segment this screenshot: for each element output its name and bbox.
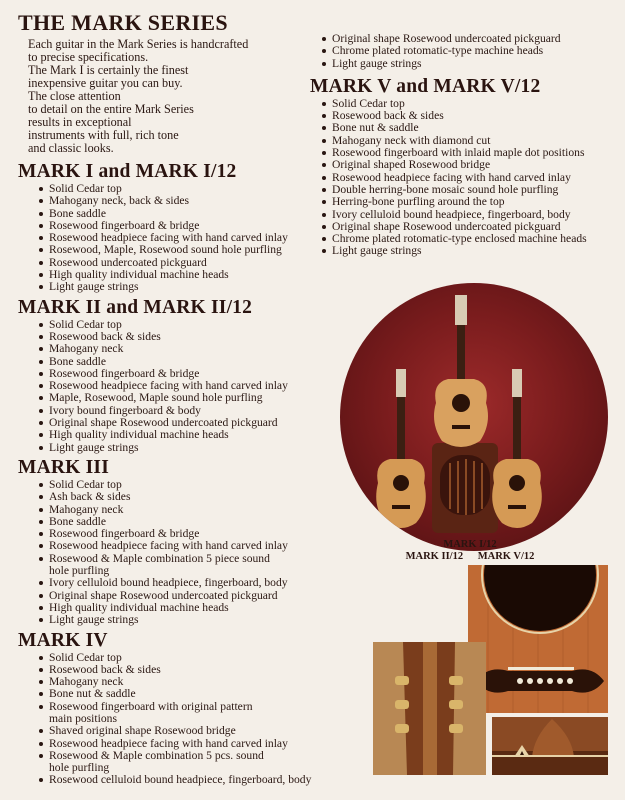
- spec-item: Original shape Rosewood undercoated pickguard: [322, 221, 615, 233]
- heel-detail-photo: [492, 717, 608, 775]
- mark5-spec-list: [310, 98, 615, 258]
- spec-continuation: hole purfling: [49, 761, 110, 775]
- spec-item: Original shaped Rosewood bridge: [322, 159, 615, 171]
- spec-item: Solid Cedar top: [39, 479, 318, 491]
- left-column: [18, 10, 318, 787]
- spec-item: Solid Cedar top: [322, 98, 615, 110]
- spec-item: Rosewood fingerboard & bridge: [39, 528, 318, 540]
- spec-item: Rosewood back & sides: [39, 664, 318, 676]
- spec-continuation: main positions: [49, 711, 117, 725]
- spec-item: Ash back & sides: [39, 491, 318, 503]
- spec-item: Rosewood headpiece facing with hand carved inlay: [39, 738, 318, 750]
- right-column: [310, 33, 615, 258]
- spec-text: Rosewood fingerboard with original pattern: [49, 699, 253, 713]
- spec-item: Light gauge strings: [39, 281, 318, 293]
- spec-item: Mahogany neck, back & sides: [39, 195, 318, 207]
- spec-item: Double herring-bone mosaic sound hole purfling: [322, 184, 615, 196]
- spec-item: [39, 750, 318, 775]
- spec-item: Chrome plated rotomatic-type enclosed machine heads: [322, 233, 615, 245]
- bridge-detail-photo: [468, 565, 608, 713]
- mark4-heading: MARK IV: [18, 629, 108, 651]
- spec-item: Original shape Rosewood undercoated pickguard: [39, 590, 318, 602]
- caption-left: MARK II/12: [405, 551, 464, 562]
- spec-item: Rosewood back & sides: [39, 331, 318, 343]
- spec-item: Rosewood headpiece facing with hand carved inlay: [39, 232, 318, 244]
- spec-item: Light gauge strings: [39, 442, 318, 454]
- left-guitar: [376, 369, 426, 528]
- spec-item: Rosewood back & sides: [322, 110, 615, 122]
- mark3-heading: MARK III: [18, 456, 109, 478]
- spec-item: Original shape Rosewood undercoated pickguard: [39, 417, 318, 429]
- spec-continuation: hole purfling: [49, 564, 110, 578]
- spec-item: Bone saddle: [39, 516, 318, 528]
- spec-item: Bone nut & saddle: [322, 122, 615, 134]
- spec-item: Rosewood fingerboard & bridge: [39, 220, 318, 232]
- spec-item: Rosewood celluloid bound headpiece, fingerboard, body: [39, 774, 318, 786]
- intro-paragraph: Each guitar in the Mark Series is handcrafted to precise specifications. The Mark I is certainly the finest inexpensive guitar you can buy. The close attention to detail on the entire Mark Series results in exceptional instruments with full, rich tone and classic looks.: [28, 37, 249, 155]
- spec-item: Ivory celluloid bound headpiece, fingerboard, body: [39, 577, 318, 589]
- spec-item: Light gauge strings: [39, 614, 318, 626]
- spec-item: Herring-bone purfling around the top: [322, 196, 615, 208]
- page-title: THE MARK SERIES: [18, 10, 228, 35]
- spec-item: Ivory celluloid bound headpiece, fingerboard, body: [322, 209, 615, 221]
- spec-item: Solid Cedar top: [39, 652, 318, 664]
- spec-item: Chrome plated rotomatic-type machine heads: [322, 45, 615, 57]
- center-guitar: [434, 295, 488, 447]
- spec-item: Maple, Rosewood, Maple sound hole purfling: [39, 392, 318, 404]
- caption-top: MARK I/12: [443, 539, 497, 550]
- spec-item: [39, 553, 318, 578]
- mark2-spec-list: [18, 319, 318, 454]
- spec-item: Rosewood headpiece facing with hand carved inlay: [39, 380, 318, 392]
- spec-item: Light gauge strings: [322, 245, 615, 257]
- photo-captions: [380, 539, 560, 563]
- spec-item: Bone saddle: [39, 208, 318, 220]
- spec-item: [39, 701, 318, 726]
- spec-item: Bone nut & saddle: [39, 688, 318, 700]
- spec-item: High quality individual machine heads: [39, 429, 318, 441]
- spec-text: Rosewood & Maple combination 5 piece sound: [49, 551, 270, 565]
- spec-item: High quality individual machine heads: [39, 602, 318, 614]
- mark1-heading: MARK I and MARK I/12: [18, 161, 237, 182]
- mark1-spec-list: [18, 183, 318, 294]
- spec-item: Rosewood fingerboard with inlaid maple dot positions: [322, 147, 615, 159]
- caption-row: [380, 551, 560, 563]
- spec-item: Rosewood undercoated pickguard: [39, 257, 318, 269]
- spec-item: Solid Cedar top: [39, 183, 318, 195]
- spec-item: Mahogany neck: [39, 343, 318, 355]
- spec-item: Mahogany neck: [39, 676, 318, 688]
- mark3-spec-list: [18, 479, 318, 627]
- spec-item: Original shape Rosewood undercoated pickguard: [322, 33, 615, 45]
- spec-item: Rosewood fingerboard & bridge: [39, 368, 318, 380]
- guitar-illustration: [340, 283, 608, 551]
- spec-item: Solid Cedar top: [39, 319, 318, 331]
- mark4-spec-list-continued: [310, 33, 615, 70]
- spec-item: Rosewood, Maple, Rosewood sound hole purfling: [39, 244, 318, 256]
- headstock-detail-photo: [373, 642, 486, 775]
- guitar-group-photo: [340, 283, 608, 551]
- spec-text: Rosewood & Maple combination 5 pcs. sound: [49, 748, 264, 762]
- spec-item: Mahogany neck: [39, 504, 318, 516]
- caption-right: MARK V/12: [477, 551, 535, 562]
- right-guitar: [492, 369, 542, 528]
- spec-item: Rosewood headpiece facing with hand carved inlay: [39, 540, 318, 552]
- spec-item: Light gauge strings: [322, 58, 615, 70]
- spec-item: Shaved original shape Rosewood bridge: [39, 725, 318, 737]
- mark2-heading: MARK II and MARK II/12: [18, 296, 253, 318]
- spec-item: Bone saddle: [39, 356, 318, 368]
- spec-item: Rosewood headpiece facing with hand carved inlay: [322, 172, 615, 184]
- mark4-spec-list: [18, 652, 318, 787]
- mark5-heading: MARK V and MARK V/12: [310, 75, 541, 97]
- spec-item: High quality individual machine heads: [39, 269, 318, 281]
- spec-item: Ivory bound fingerboard & body: [39, 405, 318, 417]
- spec-item: Mahogany neck with diamond cut: [322, 135, 615, 147]
